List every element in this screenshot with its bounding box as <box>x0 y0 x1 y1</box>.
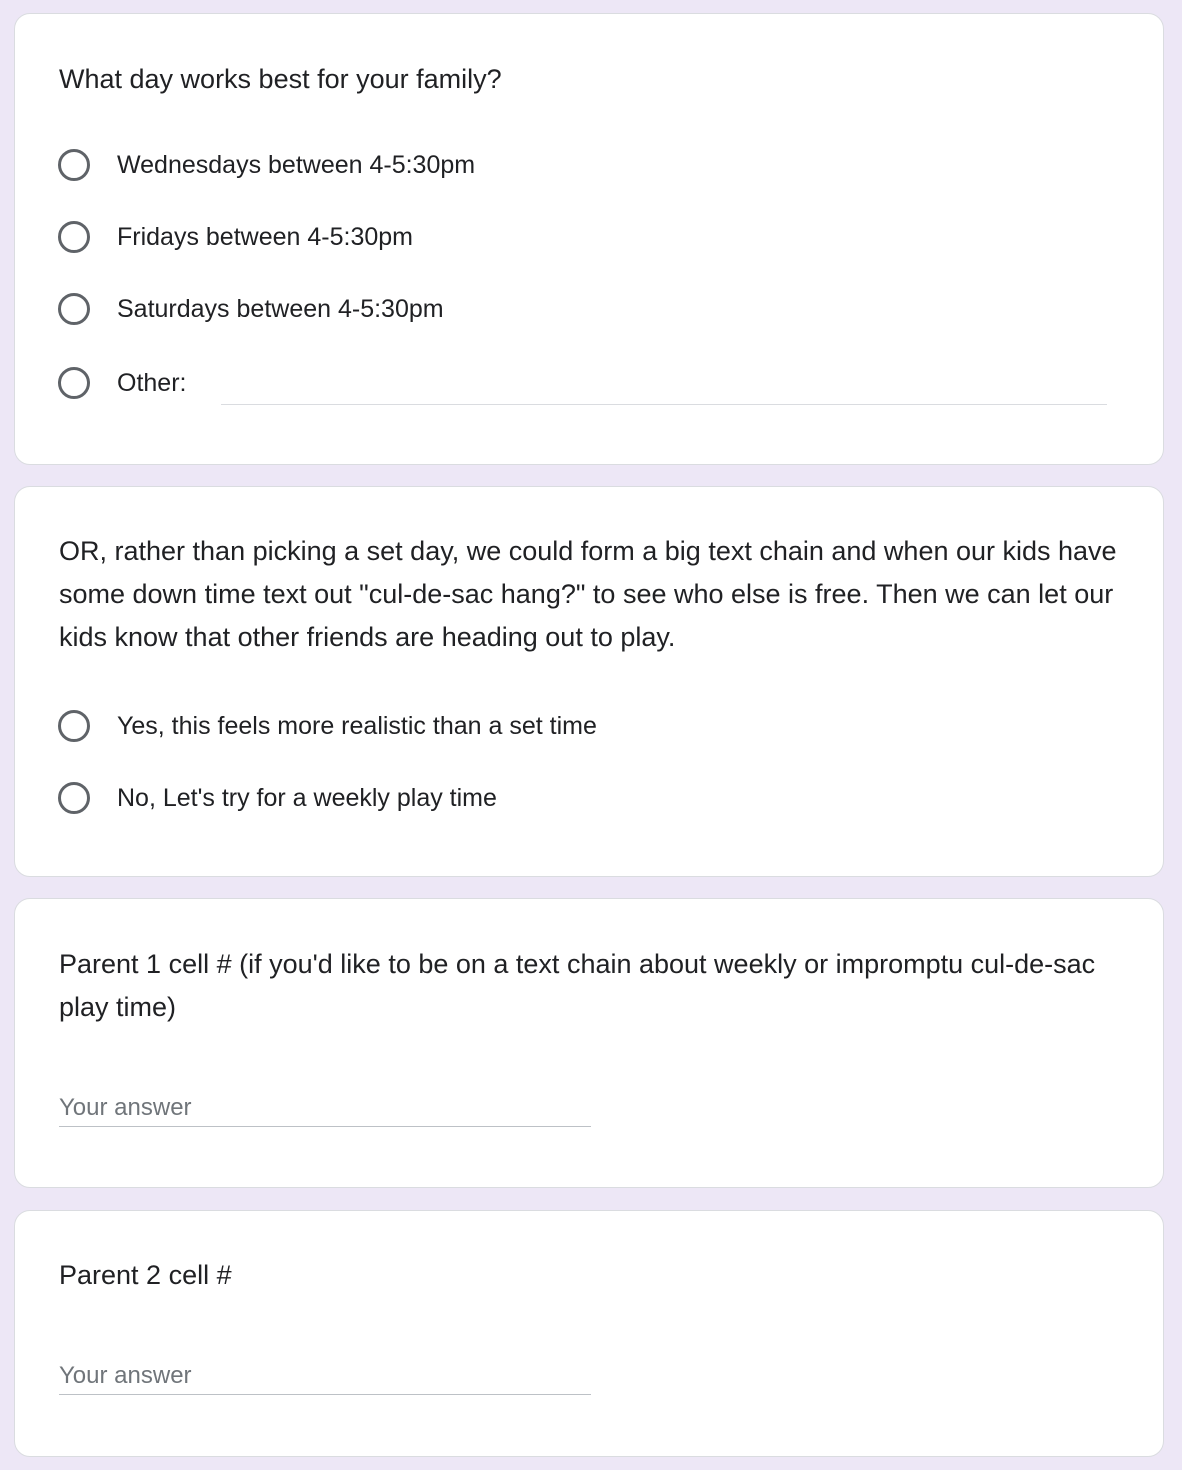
question-card-parent1 <box>14 898 1164 1188</box>
question-title: Parent 1 cell # (if you'd like to be on a text chain about weekly or impromptu cul-de-sac play time) <box>59 949 1096 1022</box>
question-card-day <box>14 13 1164 465</box>
radio-option-wednesdays[interactable] <box>58 145 475 185</box>
parent2-cell-input[interactable] <box>59 1357 591 1395</box>
question-title: OR, rather than picking a set day, we could form a big text chain and when our kids have some down time text out "cul-de-sac hang?" to see who else is free. Then we can let our kids know that other friends are heading out to play. <box>59 536 1117 652</box>
radio-option-no[interactable] <box>58 778 497 818</box>
other-text-input[interactable] <box>221 374 1107 405</box>
radio-option-fridays[interactable] <box>58 217 413 257</box>
question-title: Parent 2 cell # <box>59 1260 232 1290</box>
option-label: Yes, this feels more realistic than a set time <box>117 711 597 740</box>
option-label: No, Let's try for a weekly play time <box>117 783 497 812</box>
radio-circle-icon[interactable] <box>58 149 90 181</box>
radio-circle-icon[interactable] <box>58 710 90 742</box>
option-label: Wednesdays between 4-5:30pm <box>117 150 476 179</box>
option-label: Other: <box>117 368 187 397</box>
radio-option-saturdays[interactable] <box>58 289 444 329</box>
question-card-text-chain <box>14 486 1164 877</box>
question-card-parent2 <box>14 1210 1164 1457</box>
option-label: Fridays between 4-5:30pm <box>117 222 413 251</box>
radio-circle-icon[interactable] <box>58 367 90 399</box>
question-title: What day works best for your family? <box>59 64 502 94</box>
radio-circle-icon[interactable] <box>58 782 90 814</box>
radio-circle-icon[interactable] <box>58 221 90 253</box>
radio-circle-icon[interactable] <box>58 293 90 325</box>
option-label: Saturdays between 4-5:30pm <box>117 294 444 323</box>
radio-option-other[interactable] <box>58 363 186 403</box>
radio-option-yes[interactable] <box>58 706 597 746</box>
parent1-cell-input[interactable] <box>59 1089 591 1127</box>
